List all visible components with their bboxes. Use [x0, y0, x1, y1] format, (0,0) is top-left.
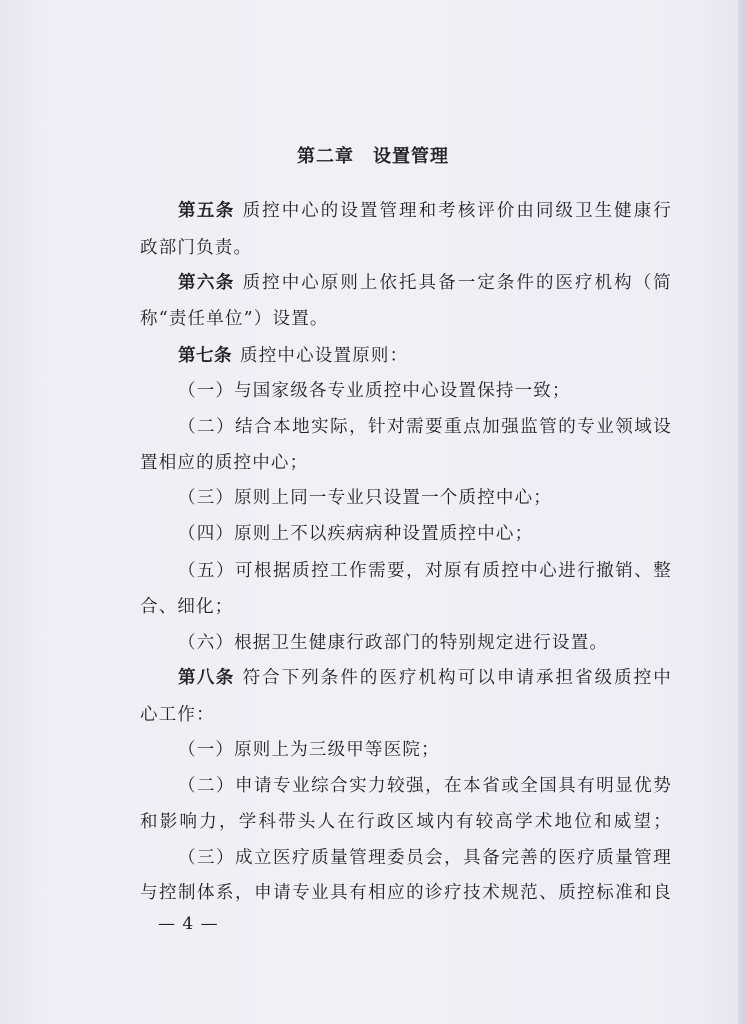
article-6-line-1 — [178, 271, 672, 295]
article-7-item-2-line-1: （二）结合本地实际，针对需要重点加强监管的专业领域设 — [178, 417, 672, 437]
article-7-item-1: （一）与国家级各专业质控中心设置保持一致； — [178, 381, 571, 401]
article-8-head: 第八条 — [178, 668, 235, 688]
article-7-intro-text: 质控中心设置原则： — [240, 346, 409, 366]
article-5-line-1 — [178, 199, 672, 223]
article-6-line-2: 称“责任单位”）设置。 — [140, 309, 329, 329]
article-6-text-1: 质控中心原则上依托具备一定条件的医疗机构（简 — [242, 273, 672, 293]
article-7-item-5-line-1: （五）可根据质控工作需要，对原有质控中心进行撤销、整 — [178, 561, 672, 581]
article-7-head: 第七条 — [178, 346, 232, 366]
article-7-item-3: （三）原则上同一专业只设置一个质控中心； — [178, 488, 552, 508]
article-8-text-1: 符合下列条件的医疗机构可以申请承担省级质控中 — [242, 668, 672, 688]
article-8-line-2: 心工作： — [140, 705, 215, 725]
article-7-item-2-line-2: 置相应的质控中心； — [140, 453, 309, 473]
article-7-item-4: （四）原则上不以疾病病种设置质控中心； — [178, 524, 534, 544]
article-7-item-6: （六）根据卫生健康行政部门的特别规定进行设置。 — [178, 633, 609, 653]
article-7-item-5-line-2: 合、细化； — [140, 597, 234, 617]
article-8-line-1 — [178, 666, 672, 690]
article-8-item-1: （一）原则上为三级甲等医院； — [178, 740, 440, 760]
article-8-item-2-line-2: 和影响力，学科带头人在行政区域内有较高学术地位和威望； — [140, 812, 672, 832]
article-7-intro — [178, 344, 672, 368]
article-8-item-3-line-1: （三）成立医疗质量管理委员会，具备完善的医疗质量管理 — [178, 848, 672, 868]
article-5-line-2: 政部门负责。 — [140, 238, 253, 258]
article-8-item-2-line-1: （二）申请专业综合实力较强，在本省或全国具有明显优势 — [178, 776, 672, 796]
page-number: — 4 — — [158, 914, 219, 934]
chapter-title: 第二章 设置管理 — [297, 146, 449, 167]
article-5-head: 第五条 — [178, 201, 235, 221]
article-8-item-3-line-2: 与控制体系，申请专业具有相应的诊疗技术规范、质控标准和良 — [140, 883, 672, 903]
article-6-head: 第六条 — [178, 273, 235, 293]
article-5-text-1: 质控中心的设置管理和考核评价由同级卫生健康行 — [242, 201, 672, 221]
